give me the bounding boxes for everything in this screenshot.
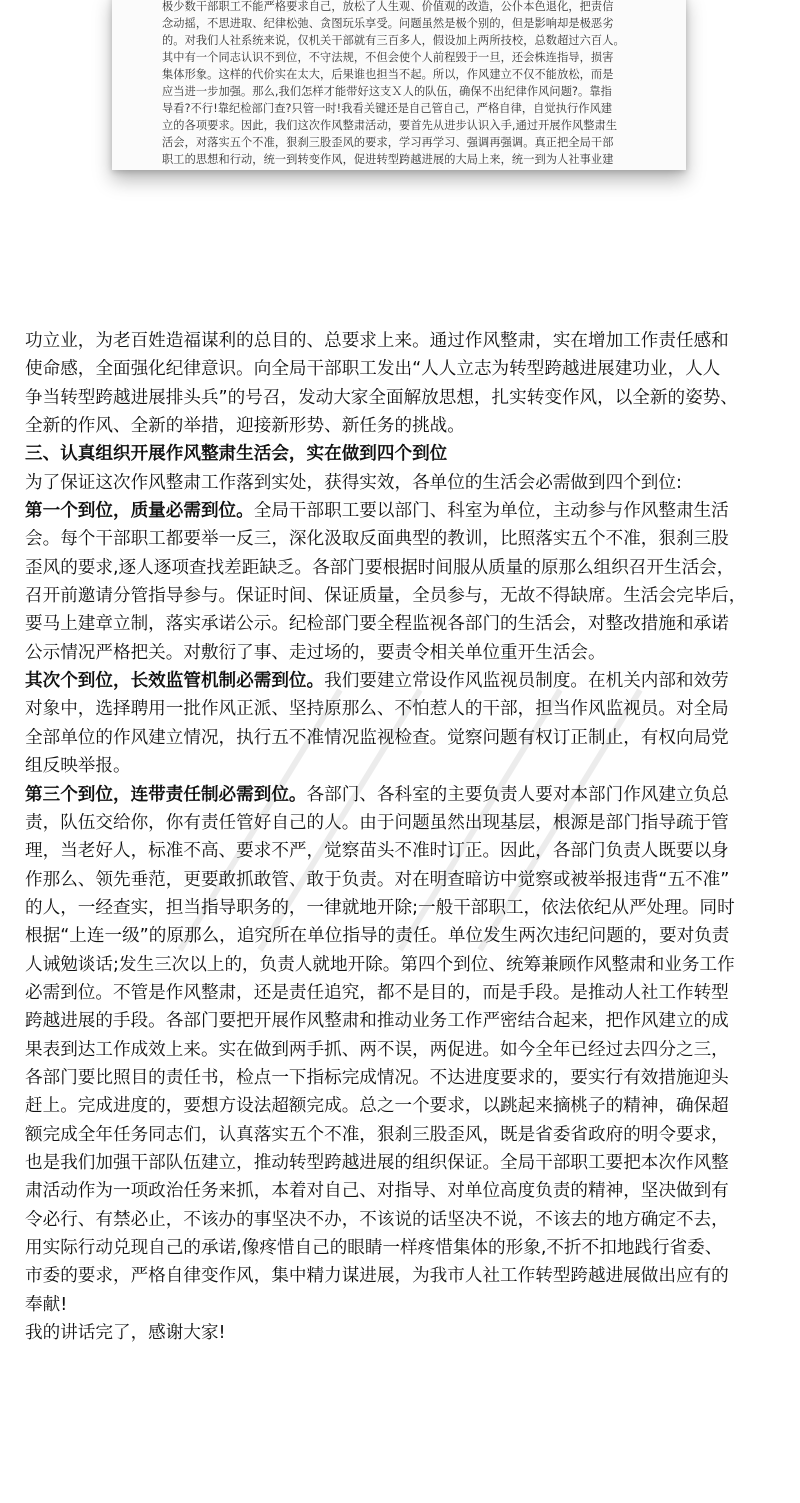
document-text: 争当转型跨越进展排头兵”的号召，发动大家全面解放思想，扎实转变作风，以全新的姿势、 (25, 387, 738, 408)
document-line (25, 922, 781, 950)
paragraph-lead: 其次个到位，长效监管机制必需到位。 (25, 671, 325, 692)
document-line (25, 440, 781, 468)
document-line (25, 695, 781, 723)
document-text: 责，队伍交给你，你有责任管好自己的人。由于问题虽然出现基层，根源是部门指导疏于管 (25, 812, 729, 833)
document-text: 召开前邀请分管指导参与。保证时间、保证质量，全员参与，无故不得缺席。生活会完毕后， (25, 586, 747, 607)
preview-line: 集体形象。这样的代价实在太大，后果谁也担当不起。所以，作风建立不仅不能放松，而是 (162, 68, 614, 81)
document-line (25, 1064, 781, 1092)
document-line (25, 752, 781, 780)
document-text: 赶上。完成进度的，要想方设法超额完成。总之一个要求，以跳起来摘桃子的精神，确保超 (25, 1096, 729, 1117)
document-line (25, 809, 781, 837)
page-preview-area (0, 0, 800, 300)
document-line (25, 979, 781, 1007)
document-line (25, 412, 781, 440)
document-text: 功立业，为老百姓造福谋利的总目的、总要求上来。通过作风整肃，实在增加工作责任感和 (25, 331, 729, 351)
document-text: 奉献! (25, 1294, 68, 1315)
document-text: 人诫勉谈话;发生三次以上的，负责人就地开除。第四个到位、统筹兼顾作风整肃和业务工作 (25, 954, 735, 975)
document-text: 作那么、领先垂范，更要敢抓敢管、敢于负责。对在明查暗访中觉察或被举报违背“五不准” (25, 869, 730, 890)
document-line (25, 1036, 781, 1064)
document-text: 必需到位。不管是作风整肃，还是责任追究，都不是目的，而是手段。是推动人社工作转型 (25, 982, 729, 1003)
document-line (25, 497, 781, 525)
document-line (25, 525, 781, 553)
document-text: 的人，一经查实，担当指导职务的，一律就地开除;一般干部职工，依法依纪从严处理。同时 (25, 897, 735, 918)
paragraph-lead: 第一个到位，质量必需到位。 (25, 501, 254, 522)
document-text: 对象中，选择聘用一批作风正派、坚持原那么、不怕惹人的干部，担当作风监视员。对全局 (25, 699, 729, 720)
document-text: 为了保证这次作风整肃工作落到实处，获得实效，各单位的生活会必需做到四个到位: (25, 472, 682, 493)
document-line (25, 1149, 781, 1177)
document-line (25, 554, 781, 582)
document-line (25, 582, 781, 610)
document-line (25, 1121, 781, 1149)
preview-text-block (162, 0, 642, 168)
document-line (25, 355, 781, 383)
preview-line: 极少数干部职工不能严格要求自己，放松了人生观、价值观的改造，公仆本色退化，把责信 (162, 0, 614, 13)
document-text: 歪风的要求,逐人逐项查找差距缺乏。各部门要根据时间服从质量的原那么组织召开生活会， (25, 557, 735, 578)
document-text: 我的讲话完了，感谢大家! (25, 1323, 226, 1344)
document-line (25, 1262, 781, 1290)
paragraph-lead: 第三个到位，连带责任制必需到位。 (25, 784, 307, 805)
document-line (25, 1291, 781, 1319)
document-line (25, 894, 781, 922)
page-preview-card (112, 0, 686, 170)
document-text: 额完成全年任务同志们，认真落实五个不准，狠刹三股歪风，既是省委省政府的明令要求， (25, 1124, 729, 1145)
document-text: 要马上建章立制，落实承诺公示。纪检部门要全程监视各部门的生活会，对整改措施和承诺 (25, 614, 729, 635)
document-line (25, 1319, 781, 1347)
document-text: 各部门、各科室的主要负责人要对本部门作风建立负总 (306, 784, 729, 805)
document-line (25, 1007, 781, 1035)
document-text: 全新的作风、全新的举措，迎接新形势、新任务的挑战。 (25, 416, 465, 437)
document-line (25, 1177, 781, 1205)
preview-line: 活会，对落实五个不准，狠刹三股歪风的要求，学习再学习、强调再强调。真正把全局干部 (162, 136, 614, 149)
document-text: 使命感，全面强化纪律意识。向全局干部职工发出“人人立志为转型跨越进展建功业，人人 (25, 359, 721, 380)
document-text: 我们要建立常设作风监视员制度。在机关内部和效劳 (324, 671, 729, 692)
document-line (25, 837, 781, 865)
document-line (25, 469, 781, 497)
document-text: 也是我们加强干部队伍建立，推动转型跨越进展的组织保证。全局干部职工要把本次作风整 (25, 1152, 729, 1173)
document-text: 令必行、有禁必止，不该办的事坚决不办，不该说的话坚决不说，不该去的地方确定不去， (25, 1209, 729, 1230)
document-line (25, 327, 781, 355)
document-text: 用实际行动兑现自己的承诺,像疼惜自己的眼睛一样疼惜集体的形象,不折不扣地践行省委、 (25, 1238, 723, 1258)
document-text: 根据“上连一级”的原那么，追究所在单位指导的责任。单位发生两次违纪问题的，要对负责 (25, 926, 730, 947)
document-line (25, 951, 781, 979)
preview-line: 念动摇，不思进取、纪律松弛、贪图玩乐享受。问题虽然是极个别的，但是影响却是极恶劣 (162, 17, 614, 30)
document-text: 全部单位的作风建立情况，执行五不准情况监视检查。觉察问题有权订正制止，有权向局党 (25, 727, 729, 748)
preview-line: 导看?不行!靠纪检部门查?只管一时!我看关键还是自己管自己，严格自律，自觉执行作风建 (162, 102, 613, 115)
document-text: 各部门要比照目的责任书，检点一下指标完成情况。不达进度要求的，要实行有效措施迎头 (25, 1067, 729, 1088)
document-text: 市委的要求，严格自律变作风，集中精力谋进展，为我市人社工作转型跨越进展做出应有的 (25, 1266, 729, 1287)
document-text: 理，当老好人，标准不高、要求不严，觉察苗头不准时订正。因此，各部门负责人既要以身 (25, 841, 729, 862)
document-line (25, 667, 781, 695)
document-line (25, 1206, 781, 1234)
document-text: 跨越进展的手段。各部门要把开展作风整肃和推动业务工作严密结合起来，把作风建立的成 (25, 1011, 729, 1032)
document-text: 果表到达工作成效上来。实在做到两手抓、两不误，两促进。如今全年已经过去四分之三， (25, 1039, 729, 1060)
section-heading: 三、认真组织开展作风整肃生活会，实在做到四个到位 (25, 444, 448, 465)
preview-line: 立的各项要求。因此，我们这次作风整肃活动，要首先从进步认识入手,通过开展作风整肃生 (162, 119, 618, 132)
document-line (25, 866, 781, 894)
document-line (25, 610, 781, 638)
document-line (25, 781, 781, 809)
document-text: 肃活动作为一项政治任务来抓，本着对自己、对指导、对单位高度负责的精神，坚决做到有 (25, 1181, 729, 1202)
document-text: 组反映举报。 (25, 756, 131, 777)
document-text: 会。每个干部职工都要举一反三，深化汲取反面典型的教训，比照落实五个不准，狠刹三股 (25, 529, 729, 550)
document-body (25, 327, 781, 1347)
document-line (25, 724, 781, 752)
document-line (25, 639, 781, 667)
preview-line: 职工的思想和行动，统一到转变作风，促进转型跨越进展的大局上来，统一到为人社事业建 (162, 153, 614, 166)
document-line (25, 384, 781, 412)
preview-line: 其中有一个同志认识不到位，不守法规，不但会使个人前程毁于一旦，还会株连指导，损害 (162, 51, 614, 64)
document-text: 全局干部职工要以部门、科室为单位，主动参与作风整肃生活 (253, 501, 729, 522)
document-line (25, 1234, 781, 1262)
document-text: 公示情况严格把关。对敷衍了事、走过场的，要责令相关单位重开生活会。 (25, 642, 606, 663)
preview-line: 的。对我们人社系统来说，仅机关干部就有三百多人，假设加上两所技校，总数超过六百人。 (162, 34, 625, 47)
document-line (25, 1092, 781, 1120)
preview-line: 应当进一步加强。那么,我们怎样才能带好这支Ｘ人的队伍，确保不出纪律作风问题?。靠指 (162, 85, 612, 98)
